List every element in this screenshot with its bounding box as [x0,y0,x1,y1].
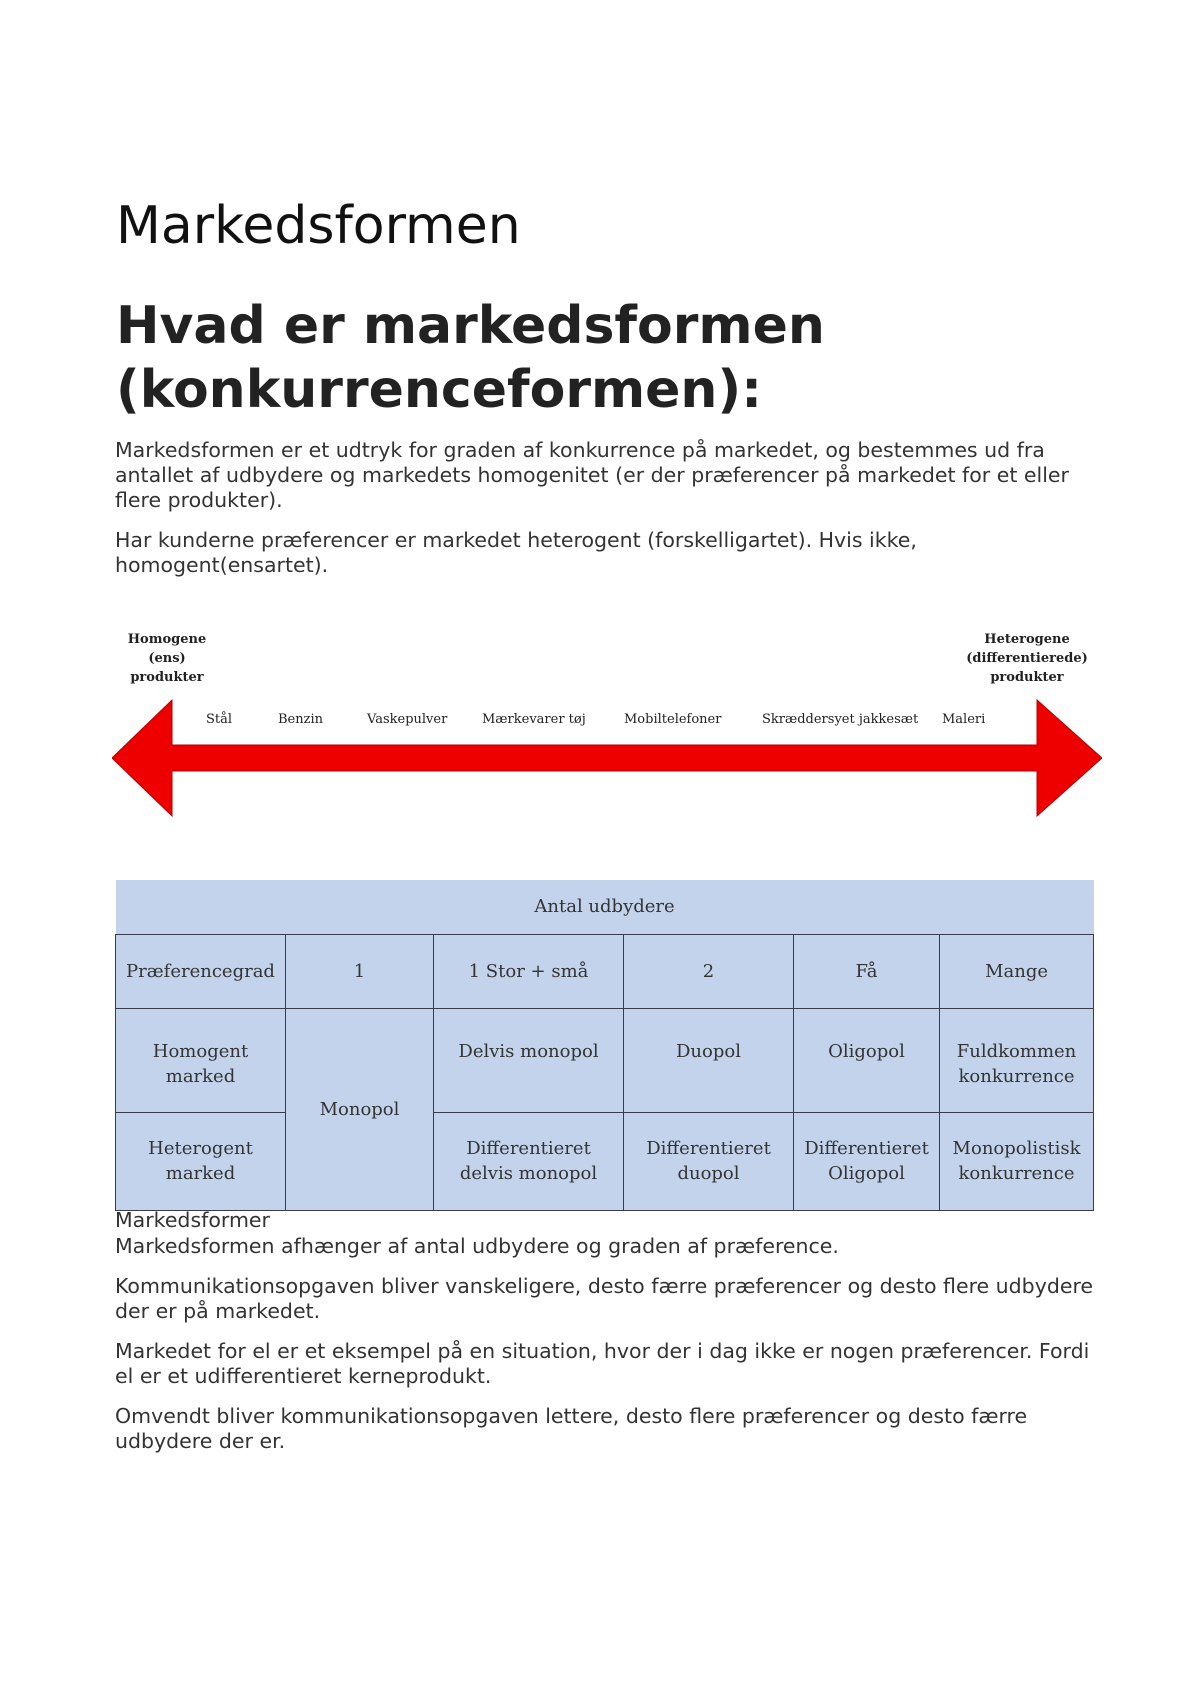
homogeneous-label-line: Homogene [127,632,207,647]
table-cell: Oligopol [794,1008,940,1112]
homogeneous-label [112,630,222,687]
column-header: 2 [624,934,794,1008]
table-cell: Differentieret duopol [624,1112,794,1210]
spectrum-item-petrol: Benzin [278,712,323,727]
double-arrow-icon [112,698,1102,818]
table-cell: Delvis monopol [434,1008,624,1112]
table-cell: Fuldkommen konkurrence [940,1008,1094,1112]
spectrum-item-painting: Maleri [942,712,986,727]
table-header-suppliers: Antal udbydere [116,880,1094,934]
column-header: Få [794,934,940,1008]
spectrum-item-mobile-phones: Mobiltelefoner [624,712,722,727]
spectrum-item-detergent: Vaskepulver [367,712,448,727]
heterogeneous-label-line: produkter [990,670,1064,685]
body-paragraph: Kommunikationsopgaven bliver vanskeligere, desto færre præferencer og desto flere udbydere der er på markedet. [115,1274,1094,1323]
homogeneity-spectrum [112,630,1102,820]
spectrum-item-steel: Stål [206,712,233,727]
page-title: Markedsformen [116,196,521,256]
row-label-heterogeneous: Heterogent marked [116,1112,286,1210]
heterogeneous-label [952,630,1102,687]
intro-paragraph: Markedsformen er et udtryk for graden af konkurrence på markedet, og bestemmes ud fra antallet af udbydere og markedets homogenitet (er der præferencer på markedet for et eller flere produkter). [115,438,1069,512]
double-arrow-shape [112,700,1102,816]
cell-monopol: Monopol [286,1008,434,1210]
heterogeneous-label-line: Heterogene [984,632,1070,647]
column-header: Mange [940,934,1094,1008]
spectrum-item-tailored-suit: Skræddersyet jakkesæt [762,712,919,727]
table-cell: Differentieret Oligopol [794,1112,940,1210]
preference-paragraph: Har kunderne præferencer er markedet heterogent (forskelligartet). Hvis ikke, homogent(ensartet). [115,528,917,577]
section-heading: Hvad er markedsformen (konkurrenceformen): [116,296,825,420]
column-header: 1 Stor + små [434,934,624,1008]
homogeneous-label-line: produkter [130,670,204,685]
row-label-homogeneous: Homogent marked [116,1008,286,1112]
heterogeneous-label-line: (differentierede) [966,651,1088,666]
body-paragraph: Omvendt bliver kommunikationsopgaven lettere, desto flere præferencer og desto færre udbydere der er. [115,1404,1028,1453]
homogeneous-label-line: (ens) [148,651,186,666]
table-caption: Markedsformer [115,1208,270,1232]
spectrum-item-brand-clothes: Mærkevarer tøj [482,712,586,727]
table-cell: Monopolistisk konkurrence [940,1112,1094,1210]
table-cell: Differentieret delvis monopol [434,1112,624,1210]
table-cell: Duopol [624,1008,794,1112]
body-paragraph: Markedsformen afhænger af antal udbydere og graden af præference. [115,1234,839,1258]
market-forms-table [115,880,1094,1211]
body-paragraph: Markedet for el er et eksempel på en situation, hvor der i dag ikke er nogen præferencer. Fordi el er et udifferentieret kerneprodukt. [115,1339,1090,1388]
column-header: 1 [286,934,434,1008]
column-header: Præferencegrad [116,934,286,1008]
